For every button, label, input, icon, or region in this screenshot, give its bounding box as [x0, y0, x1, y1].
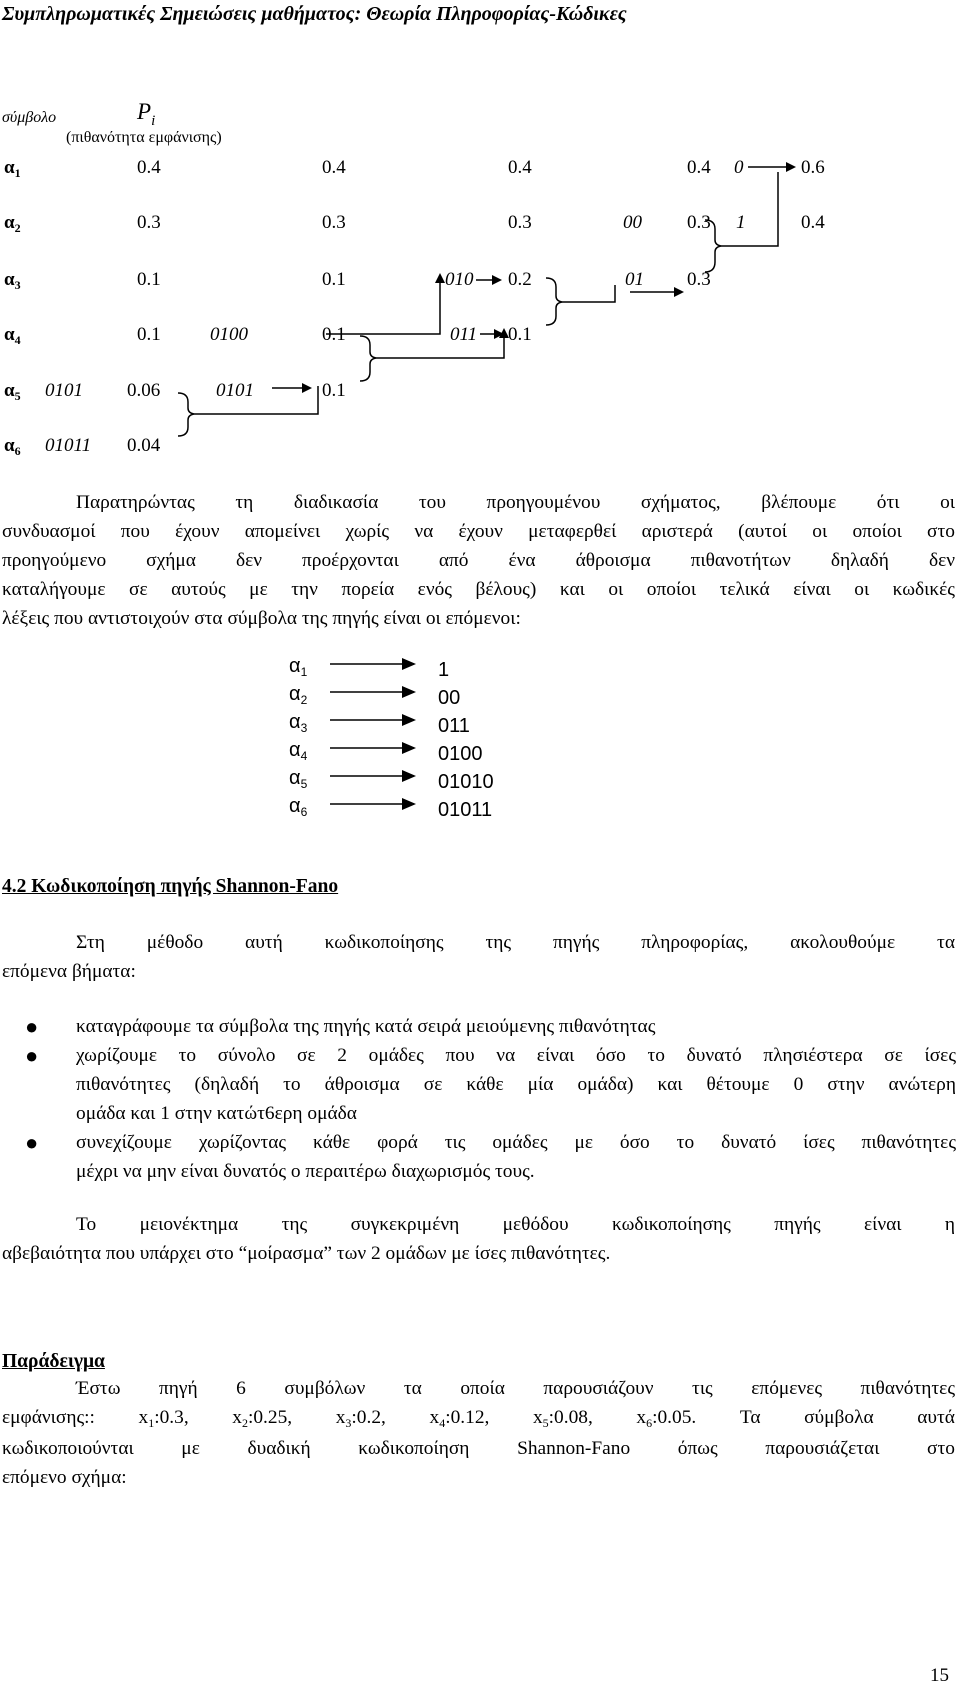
bullet-icon: ● — [25, 1043, 39, 1068]
codeword-value: 1 — [438, 659, 450, 681]
code-label: 0101 — [45, 380, 83, 401]
codeword-value: 011 — [438, 715, 470, 737]
symbol-label: $\alpha_4$ — [4, 324, 21, 347]
code-label: 0 — [734, 157, 744, 178]
codeword-symbol: $\alpha_1$ — [289, 655, 308, 679]
prob-value: 0.3 — [322, 212, 346, 233]
prob-value: 0.4 — [137, 157, 161, 178]
probability-caption: (πιθανότητα εμφάνισης) — [66, 129, 222, 146]
prob-value: 0.3 — [508, 212, 532, 233]
prob-value: 0.4 — [801, 212, 825, 233]
page-number: 15 — [930, 1665, 949, 1686]
prob-value: 0.3 — [687, 269, 711, 290]
paragraph-method-intro: Στη μέθοδο αυτή κωδικοποίησης της πηγής πληροφορίας, ακολουθούμε τα επόμενα βήματα: — [2, 932, 955, 982]
prob-value: 0.4 — [322, 157, 346, 178]
prob-value: 0.1 — [322, 269, 346, 290]
example-probabilities-line: εμφάνισης:: $x_1:0.3$, $x_2:0.25$, $x_3:0.2$, $x_4:0.12$, $x_5:0.08$, $x_6:0.05$. Τα σύμβολα αυτά — [2, 1407, 955, 1430]
codeword-symbol: $\alpha_6$ — [289, 795, 308, 819]
probability-column-header: $P_i$ — [137, 99, 156, 129]
prob-value: 0.1 — [508, 324, 532, 345]
page-header-title: Συμπληρωματικές Σημειώσεις μαθήματος: Θεωρία Πληροφορίας-Κώδικες — [2, 3, 627, 25]
paragraph-drawback: Το μειονέκτημα της συγκεκριμένη μεθόδου κωδικοποίησης πηγής είναι η αβεβαιότητα που υπάρχει στο “μοίρασμα” των 2 ομάδων με ίσες πιθανότητες. — [2, 1214, 955, 1264]
code-label: 0100 — [210, 324, 248, 345]
codeword-symbol: $\alpha_3$ — [289, 711, 308, 735]
code-label: 0101 — [216, 380, 254, 401]
bullet-icon: ● — [25, 1014, 39, 1039]
codeword-value: 01010 — [438, 771, 494, 793]
symbol-label: $\alpha_1$ — [4, 157, 21, 180]
prob-value: 0.04 — [127, 435, 161, 456]
prob-value: 0.1 — [137, 324, 161, 345]
example-heading: Παράδειγμα — [2, 1351, 105, 1372]
symbol-column-header: σύμβολο — [2, 109, 57, 126]
prob-value: 0.06 — [127, 380, 161, 401]
code-label: 010 — [445, 269, 474, 290]
code-label: 01 — [625, 269, 644, 290]
prob-value: 0.1 — [322, 380, 346, 401]
prob-value: 0.3 — [137, 212, 161, 233]
codeword-symbol: $\alpha_5$ — [289, 767, 308, 791]
prob-value: 0.3 — [687, 212, 711, 233]
code-label: 011 — [450, 324, 478, 345]
codeword-value: 01011 — [438, 799, 493, 821]
codeword-symbol: $\alpha_4$ — [289, 739, 308, 763]
paragraph-observation: Παρατηρώντας τη διαδικασία του προηγουμένου σχήματος, βλέπουμε ότι οι συνδυασμοί που έχουν απομείνει χωρίς να έχουν μεταφερθεί αριστερά (αυτοί οι οποίοι στο προηγούμενο σχήμα δεν προέρχονται από ένα άθροισμα πιθανοτήτων δηλαδή δεν καταλήγουμε σε αυτούς με την πορεία ενός βέλους) και οι οποίοι τελικά είναι οι κωδικές λέξεις που αντιστοιχούν στα σύμβολα της πηγής είναι οι επόμενοι: — [2, 492, 955, 629]
prob-value: 0.4 — [508, 157, 532, 178]
symbol-label: $\alpha_2$ — [4, 212, 21, 235]
codeword-value: 00 — [438, 687, 461, 709]
code-label: 1 — [736, 212, 746, 233]
prob-value: 0.1 — [322, 324, 346, 345]
code-label: 00 — [623, 212, 642, 233]
paragraph-example: Έστω πηγή 6 συμβόλων τα οποία παρουσιάζουν τις επόμενες πιθανότητες εμφάνισης:: $x_1:0.3$, $x_2:0.25$, $x_3:0.2$, $x_4:0.12$, $x_5:0.08$, $x_6:0.05$. Τα σύμβολα αυτά κωδικοποιούνται με δυαδική κωδικοποίηση Shannon-Fano όπως παρουσιάζεται στο επόμενο σχήμα: — [2, 1378, 955, 1488]
symbol-label: $\alpha_6$ — [4, 435, 21, 458]
prob-value: 0.6 — [801, 157, 825, 178]
prob-value: 0.1 — [137, 269, 161, 290]
code-label: 01011 — [45, 435, 92, 456]
prob-value: 0.4 — [687, 157, 711, 178]
symbol-label: $\alpha_3$ — [4, 269, 21, 292]
codeword-value: 0100 — [438, 743, 483, 765]
bullet-icon: ● — [25, 1130, 39, 1155]
symbol-label: $\alpha_5$ — [4, 380, 21, 403]
prob-value: 0.2 — [508, 269, 532, 290]
section-title: 4.2 Κωδικοποίηση πηγής Shannon-Fano — [2, 876, 339, 897]
codeword-symbol: $\alpha_2$ — [289, 683, 308, 707]
